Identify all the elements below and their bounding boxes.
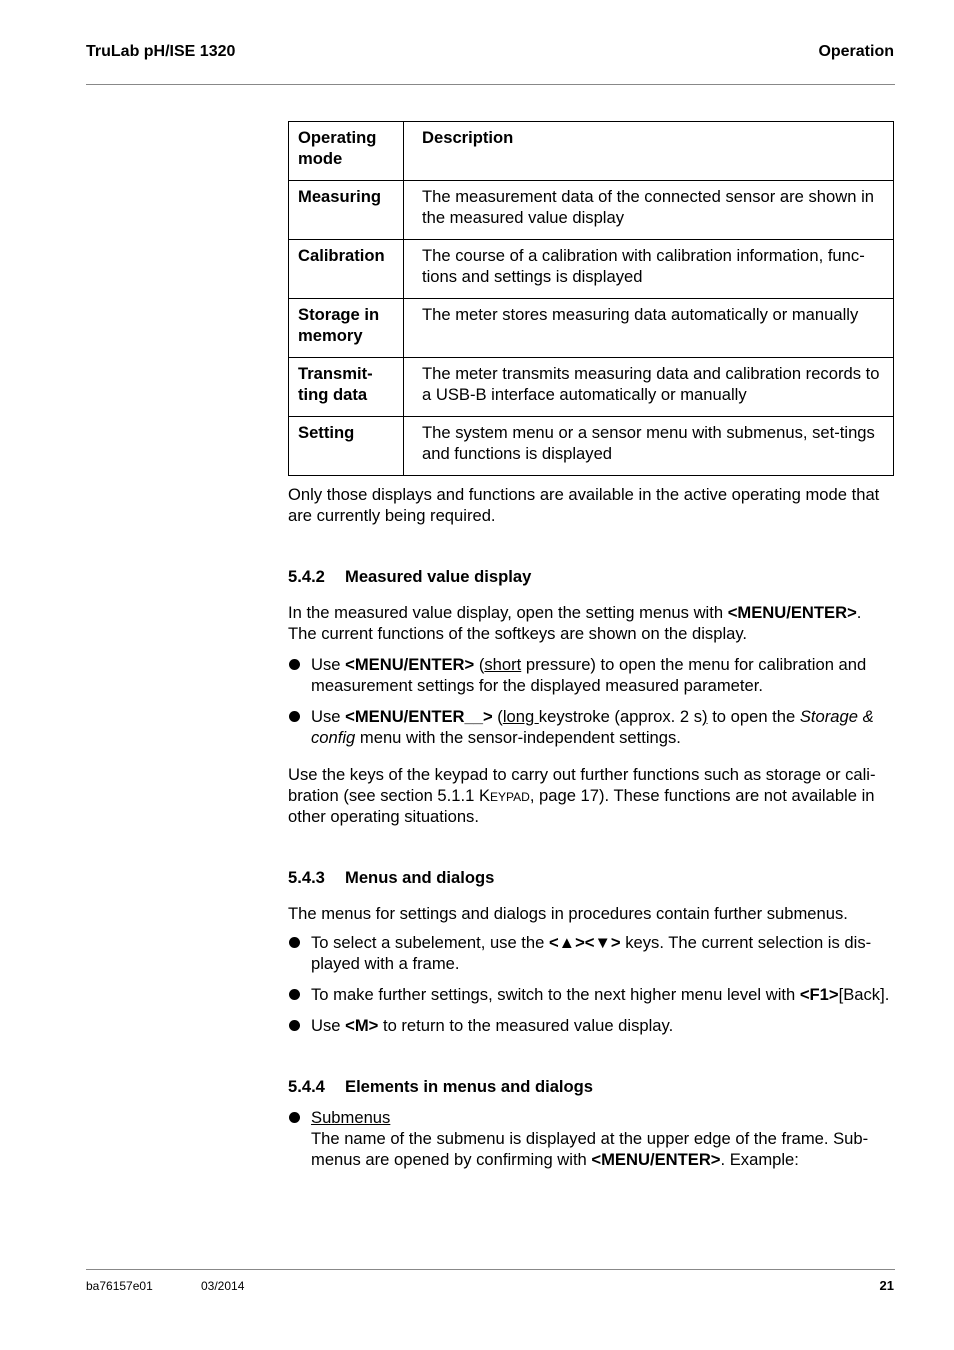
cross-reference: Keypad xyxy=(478,786,530,805)
mode-cell: Setting xyxy=(289,417,404,476)
text-run: In the measured value display, open the setting menus with xyxy=(288,603,728,622)
paragraph xyxy=(288,764,894,827)
running-header-section: Operation xyxy=(818,43,894,60)
table-header-row xyxy=(289,122,894,181)
table-row xyxy=(289,299,894,358)
document-id: ba76157e01 xyxy=(86,1279,153,1293)
document-date: 03/2014 xyxy=(201,1279,245,1293)
text-run: , page 17). These functions are not available in other operating situations. xyxy=(288,786,875,826)
text-run: The name of the submenu is displayed at the upper edge of the frame. Sub-menus are opened by confirming with xyxy=(311,1129,869,1169)
table-row xyxy=(289,181,894,240)
mode-cell: Calibration xyxy=(289,240,404,299)
section-heading-elements-in-menus xyxy=(288,1076,894,1097)
running-header-title: TruLab pH/ISE 1320 xyxy=(86,43,236,60)
list-item xyxy=(288,654,894,696)
text-run: Use xyxy=(311,655,346,674)
text-run: pressure) to open the menu for calibration and measurement settings for the displayed measured parameter. xyxy=(311,655,867,695)
key-label: <M> xyxy=(345,1016,379,1035)
bullet-icon xyxy=(289,1020,300,1031)
text-run: to return to the measured value display. xyxy=(378,1016,674,1035)
key-label: <MENU/ENTER> xyxy=(591,1150,721,1169)
text-run: keystroke (approx. 2 s xyxy=(538,707,703,726)
text-run: [Back]. xyxy=(838,985,890,1004)
section-number: 5.4.4 xyxy=(288,1077,325,1096)
list-item xyxy=(288,1015,894,1036)
header-divider xyxy=(86,84,895,85)
description-cell: The system menu or a sensor menu with submenus, set-tings and functions is displayed xyxy=(404,417,894,476)
list-item xyxy=(288,932,894,974)
list-item xyxy=(288,984,894,1005)
bullet-icon xyxy=(289,937,300,948)
mode-cell: Transmit-ting data xyxy=(289,358,404,417)
paragraph: The menus for settings and dialogs in procedures contain further submenus. xyxy=(288,904,848,923)
list-item xyxy=(288,1107,894,1170)
footer-divider xyxy=(86,1269,895,1270)
underlined-text: short xyxy=(484,655,522,674)
page-content xyxy=(288,121,894,1170)
text-run: . Example: xyxy=(720,1150,799,1169)
underlined-text: long xyxy=(502,707,539,726)
text-run: . The current functions of the softkeys are shown on the display. xyxy=(288,603,862,643)
section-number: 5.4.2 xyxy=(288,567,325,586)
bullet-icon xyxy=(289,659,300,670)
bullet-list xyxy=(288,932,894,1036)
bullet-list xyxy=(288,654,894,748)
column-header-operating-mode: Operating mode xyxy=(289,122,404,181)
text-run: menu with the sensor-independent settings. xyxy=(355,728,681,747)
text-run: To make further settings, switch to the next higher menu level with xyxy=(311,985,800,1004)
key-label: <▲><▼> xyxy=(548,933,621,952)
text-run: Use xyxy=(311,707,346,726)
table-row xyxy=(289,240,894,299)
text-run: to open the xyxy=(707,707,800,726)
section-title: Menus and dialogs xyxy=(345,868,495,887)
section-heading-measured-value-display xyxy=(288,566,894,587)
paragraph xyxy=(288,602,894,644)
description-cell: The meter stores measuring data automatically or manually xyxy=(404,299,894,358)
bullet-icon xyxy=(289,711,300,722)
column-header-description: Description xyxy=(404,122,894,181)
operating-mode-note: Only those displays and functions are available in the active operating mode that are currently being required. xyxy=(288,485,880,525)
underlined-text: ) xyxy=(702,707,708,726)
text-run: To select a subelement, use the xyxy=(311,933,549,952)
text-run: ( xyxy=(492,707,503,726)
page-number: 21 xyxy=(879,1278,894,1293)
description-cell: The course of a calibration with calibration information, func-tions and settings is displayed xyxy=(404,240,894,299)
menu-name: Storage & config xyxy=(311,707,874,747)
operating-modes-table xyxy=(288,121,894,476)
key-label: <MENU/ENTER> xyxy=(727,603,857,622)
bullet-list xyxy=(288,1107,894,1170)
table-row xyxy=(289,417,894,476)
bullet-icon xyxy=(289,1112,300,1123)
description-cell: The meter transmits measuring data and calibration records to a USB-B interface automatically or manually xyxy=(404,358,894,417)
section-title: Elements in menus and dialogs xyxy=(345,1077,594,1096)
mode-cell: Storage in memory xyxy=(289,299,404,358)
table-row xyxy=(289,358,894,417)
description-cell: The measurement data of the connected sensor are shown in the measured value display xyxy=(404,181,894,240)
key-label: <F1> xyxy=(799,985,839,1004)
text-run: Use the keys of the keypad to carry out further functions such as storage or cali-bration (see section 5.1.1 xyxy=(288,765,876,805)
list-item xyxy=(288,706,894,748)
mode-cell: Measuring xyxy=(289,181,404,240)
text-run: Use xyxy=(311,1016,346,1035)
section-title: Measured value display xyxy=(345,567,532,586)
section-heading-menus-and-dialogs xyxy=(288,867,894,888)
section-number: 5.4.3 xyxy=(288,868,325,887)
key-label: <MENU/ENTER> xyxy=(345,655,475,674)
bullet-icon xyxy=(289,989,300,1000)
key-label: <MENU/ENTER__> xyxy=(345,707,493,726)
text-run: ( xyxy=(474,655,485,674)
item-title: Submenus xyxy=(311,1108,391,1127)
text-run: keys. The current selection is dis-played with a frame. xyxy=(311,933,872,973)
